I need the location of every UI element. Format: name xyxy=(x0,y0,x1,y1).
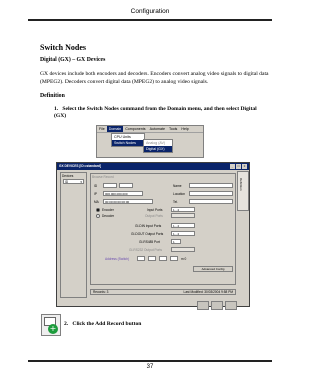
tel-label: Tel. xyxy=(173,200,178,204)
name-label: Name xyxy=(173,184,182,188)
ip-field[interactable]: 000.000.000.000 xyxy=(103,191,143,196)
decoder-label: Decoder xyxy=(102,214,115,218)
menu-automate[interactable]: Automate xyxy=(149,127,165,131)
step-1 xyxy=(54,106,264,120)
definition-tab-label: Definition xyxy=(239,178,243,191)
step-2-text: Click the Add Record button xyxy=(72,321,142,327)
devices-label: Devices xyxy=(62,174,74,178)
menu-item-digital-gx[interactable]: Digital (GX) xyxy=(144,146,172,152)
gi-dout-select[interactable]: 1 - 4 xyxy=(171,231,195,236)
input-ports-select[interactable]: 1 - 4 xyxy=(171,207,195,212)
last-modified: Last Modified: 30/03/2004 9:58 PM xyxy=(183,290,233,294)
menu-file[interactable]: File xyxy=(99,127,105,131)
encoder-radio[interactable] xyxy=(96,208,100,212)
close-icon[interactable]: × xyxy=(243,164,246,168)
page-header: Configuration xyxy=(130,8,170,15)
address-suffix: m 0 xyxy=(181,257,187,261)
location-label: Location xyxy=(173,192,186,196)
encoder-label: Encoder xyxy=(102,208,114,212)
name-field[interactable] xyxy=(189,183,233,188)
input-ports-label: Input Ports xyxy=(147,208,163,212)
menu-item-switch-nodes[interactable]: Switch Nodes xyxy=(112,140,144,146)
decoder-radio[interactable] xyxy=(96,214,100,218)
address-field-4[interactable] xyxy=(170,256,178,261)
maximize-icon[interactable]: □ xyxy=(237,164,240,168)
output-ports-select[interactable] xyxy=(171,213,195,218)
dialog-titlebar xyxy=(57,163,249,170)
gi-dout-label: GI-DOUT Output Ports xyxy=(131,232,164,236)
plus-icon: + xyxy=(49,324,57,333)
address-label: Address (Switch) xyxy=(105,257,130,261)
step-1-number: 1. xyxy=(54,106,59,112)
browse-record-label: Browse Record xyxy=(92,175,114,179)
id-field-2[interactable] xyxy=(119,183,133,188)
output-ports-label: Output Ports xyxy=(145,214,163,218)
location-field[interactable] xyxy=(189,191,233,196)
menu-screenshot xyxy=(96,125,204,158)
definition-heading: Definition xyxy=(40,93,65,99)
id-field[interactable] xyxy=(103,183,117,188)
nav-button-1[interactable] xyxy=(197,301,209,310)
step-2 xyxy=(64,321,141,328)
menu-item-cpu-units[interactable]: CPU Units xyxy=(114,135,131,139)
menu-tools[interactable]: Tools xyxy=(168,127,178,131)
nav-button-3[interactable] xyxy=(225,301,237,310)
gi-rs232-label: GI-RS232 Output Ports xyxy=(129,248,162,252)
nav-button-2[interactable] xyxy=(211,301,223,310)
devices-select[interactable] xyxy=(63,179,84,184)
address-field-3[interactable] xyxy=(159,256,167,261)
domain-dropdown xyxy=(111,133,145,147)
menu-domain[interactable]: Domain xyxy=(108,127,122,131)
header-rule xyxy=(28,19,272,21)
address-field-1[interactable] xyxy=(137,256,145,261)
id-label: ID xyxy=(94,184,98,188)
menu-item-analog[interactable]: Analog (AV) xyxy=(146,141,166,145)
menu-components[interactable]: Components xyxy=(125,127,146,131)
tel-field[interactable] xyxy=(189,199,233,204)
devices-panel xyxy=(60,172,87,298)
gi-din-select[interactable]: 1 - 4 xyxy=(171,223,195,228)
menu-help[interactable]: Help xyxy=(181,127,189,131)
ip-label: IP xyxy=(94,192,98,196)
step-1-text: Select the Switch Nodes command from the Domain menu, and then select Digital (GX) xyxy=(54,106,257,120)
definition-tab[interactable] xyxy=(237,171,249,211)
browse-record-panel xyxy=(90,173,236,285)
advanced-config-button[interactable]: Advanced Config xyxy=(193,266,233,272)
add-record-icon[interactable] xyxy=(41,314,61,336)
records-count: Records: 3 xyxy=(93,290,109,294)
status-bar xyxy=(90,289,236,295)
gi-rs485-field[interactable]: 1 xyxy=(171,239,181,244)
footer-rule xyxy=(28,360,272,362)
address-field-2[interactable] xyxy=(148,256,156,261)
chevron-down-icon: ▾ xyxy=(80,180,82,184)
dialog-title: GX DEVICES [ID:=standard] xyxy=(59,164,102,168)
gi-rs485-label: GI-RS485 Port xyxy=(139,240,160,244)
section-title: Switch Nodes xyxy=(40,43,87,52)
section-paragraph: GX devices include both encoders and decoders. Encoders convert analog video signals to digital data (MPEG2). Decoders convert digital data (MPEG2) to analog video signals. xyxy=(40,71,269,85)
switch-nodes-submenu xyxy=(143,139,173,153)
gx-devices-dialog xyxy=(56,162,250,307)
step-2-number: 2. xyxy=(64,321,69,327)
page-number: 37 xyxy=(146,364,154,370)
ma-label: MA xyxy=(94,200,99,204)
section-subtitle: Digital (GX) – GX Devices xyxy=(40,57,106,63)
minimize-icon[interactable]: _ xyxy=(231,164,234,168)
gi-din-label: GI-DIN Input Ports xyxy=(135,224,162,228)
ma-field[interactable]: 00:00:00:00:00:00 xyxy=(103,199,153,204)
gi-rs232-select[interactable] xyxy=(171,247,195,252)
menubar xyxy=(97,126,203,133)
devices-select-value: ID xyxy=(65,180,69,184)
